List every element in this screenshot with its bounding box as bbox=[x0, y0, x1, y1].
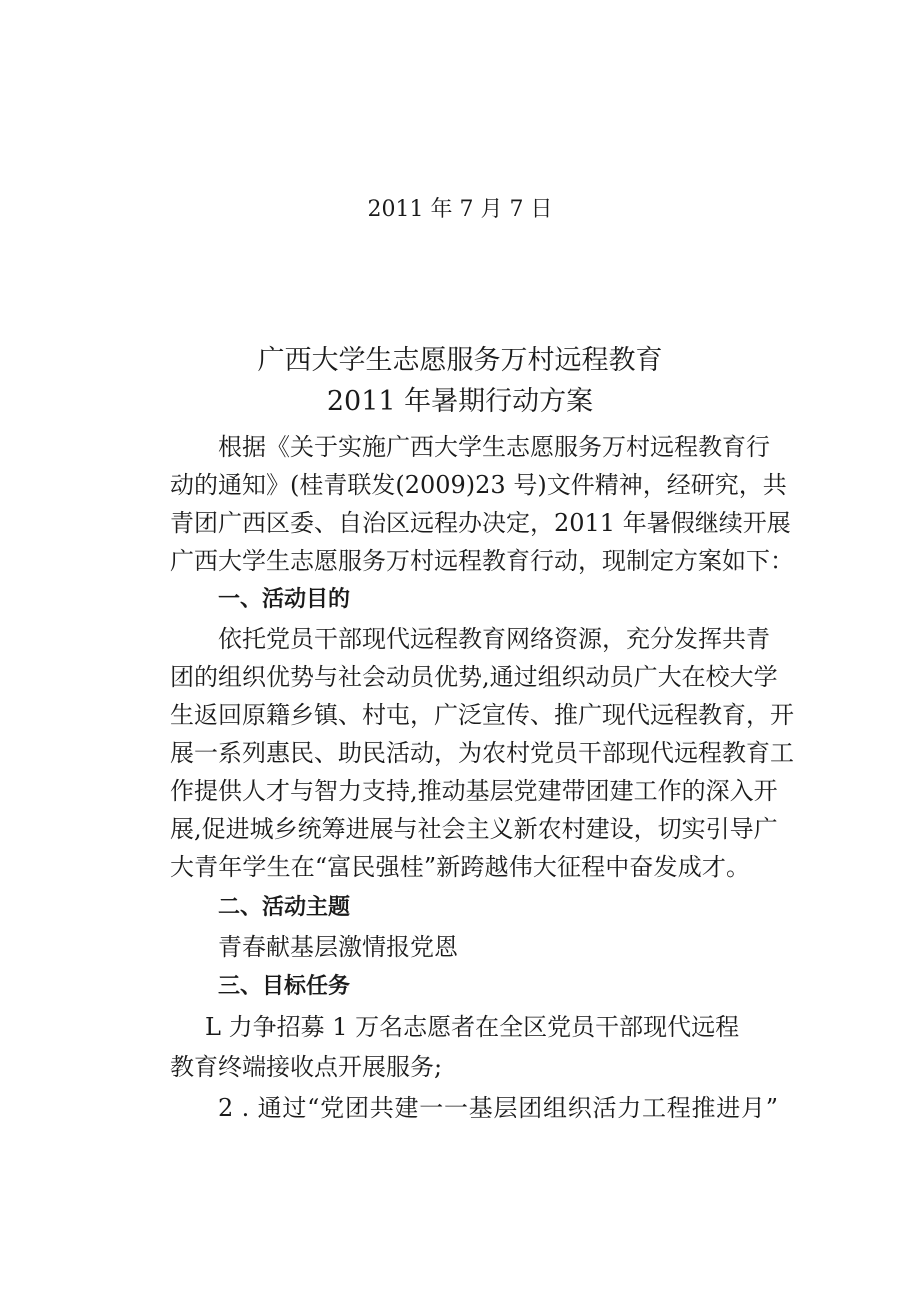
section-body-line: 2 . 通过“党团共建一一基层团组织活力工程推进月” bbox=[218, 1094, 778, 1122]
document-date: 2011 年 7 月 7 日 bbox=[367, 197, 553, 222]
section-body-line: 展一系列惠民、助民活动，为农村党员干部现代远程教育工 bbox=[170, 739, 794, 767]
section-body-line: 依托党员干部现代远程教育网络资源，充分发挥共青 bbox=[218, 625, 770, 653]
document-title-line-1: 广西大学生志愿服务万村远程教育 bbox=[257, 345, 663, 376]
section-body-line: 大青年学生在“富民强桂”新跨越伟大征程中奋发成才。 bbox=[170, 853, 750, 881]
section-body-line: 团的组织优势与社会动员优势,通过组织动员广大在校大学 bbox=[170, 663, 778, 691]
section-body-line: 青春献基层激情报党恩 bbox=[218, 933, 458, 961]
section-heading: 三、目标任务 bbox=[218, 974, 351, 999]
section-heading: 一、活动目的 bbox=[218, 587, 351, 612]
intro-line: 根据《关于实施广西大学生志愿服务万村远程教育行 bbox=[218, 433, 770, 461]
document-title-line-2: 2011 年暑期行动方案 bbox=[326, 386, 594, 417]
intro-line: 广西大学生志愿服务万村远程教育行动，现制定方案如下： bbox=[170, 547, 794, 575]
intro-line: 青团广西区委、自治区远程办决定，2011 年暑假继续开展 bbox=[170, 509, 791, 537]
section-body-line: L 力争招募 1 万名志愿者在全区党员干部现代远程 bbox=[205, 1013, 740, 1041]
section-body-line: 展,促进城乡统筹进展与社会主义新农村建设，切实引导广 bbox=[170, 815, 778, 843]
section-body-line: 教育终端接收点开展服务; bbox=[170, 1053, 443, 1081]
section-heading: 二、活动主题 bbox=[218, 895, 351, 920]
intro-line: 动的通知》(桂青联发(2009)23 号)文件精神，经研究，共 bbox=[170, 471, 787, 499]
section-body-line: 作提供人才与智力支持,推动基层党建带团建工作的深入开 bbox=[170, 777, 778, 805]
section-body-line: 生返回原籍乡镇、村屯，广泛宣传、推广现代远程教育，开 bbox=[170, 701, 794, 729]
